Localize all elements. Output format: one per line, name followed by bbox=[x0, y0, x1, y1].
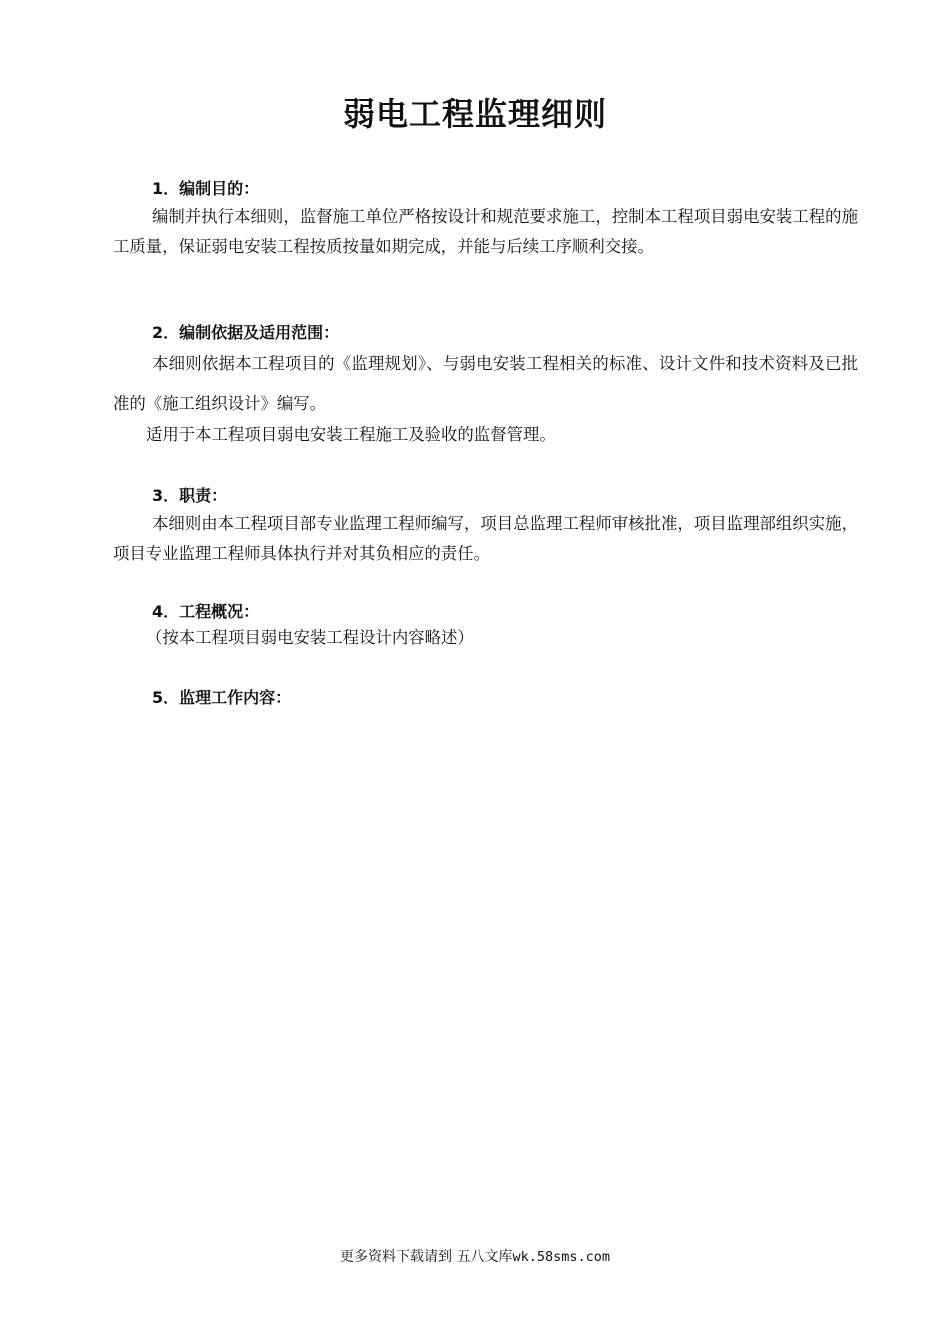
section-4-paragraph-1: （按本工程项目弱电安装工程设计内容略述） bbox=[146, 628, 474, 647]
section-3-paragraph-1: 本细则由本工程项目部专业监理工程师编写，项目总监理工程师审核批准，项目监理部组织实施，项目专业监理工程师具体执行并对其负相应的责任。 bbox=[113, 514, 858, 563]
section-heading-4: 4．工程概况： bbox=[152, 602, 260, 621]
section-heading-2: 2．编制依据及适用范围： bbox=[152, 323, 340, 342]
section-heading-1: 1．编制目的： bbox=[152, 179, 260, 198]
section-2-paragraph-1: 本细则依据本工程项目的《监理规划》、与弱电安装工程相关的标准、设计文件和技术资料及已批准的《施工组织设计》编写。 bbox=[113, 354, 858, 413]
footer-site-link[interactable]: wk.58sms.com bbox=[512, 1249, 610, 1265]
section-heading-5: 5．监理工作内容： bbox=[152, 688, 292, 707]
section-2-paragraph-2: 适用于本工程项目弱电安装工程施工及验收的监督管理。 bbox=[146, 425, 556, 444]
section-1-paragraph-1: 编制并执行本细则，监督施工单位严格按设计和规范要求施工，控制本工程项目弱电安装工程的施工质量，保证弱电安装工程按质按量如期完成，并能与后续工序顺利交接。 bbox=[113, 207, 858, 256]
section-heading-3: 3．职责： bbox=[152, 486, 228, 505]
page-title: 弱电工程监理细则 bbox=[342, 95, 607, 133]
footer bbox=[0, 1246, 950, 1268]
footer-text: 更多资料下载请到 五八文库 bbox=[340, 1249, 513, 1265]
